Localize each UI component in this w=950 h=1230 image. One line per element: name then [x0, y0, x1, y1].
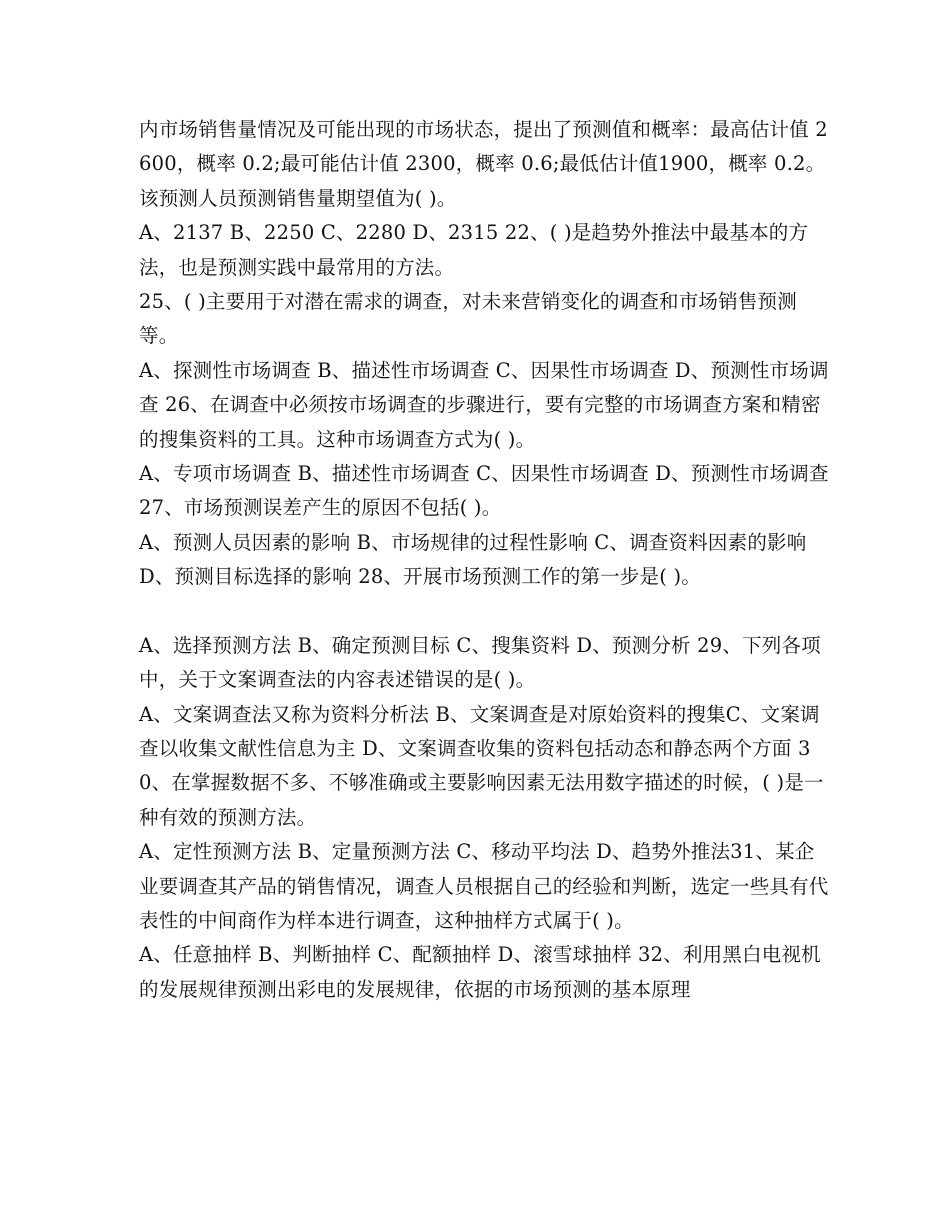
- document-body: [139, 113, 836, 1007]
- paragraph-7: A、选择预测方法 B、确定预测目标 C、搜集资料 D、预测分析 29、下列各项中，关于文案调查法的内容表述错误的是( )。: [139, 633, 821, 692]
- paragraph-9: A、定性预测方法 B、定量预测方法 C、移动平均法 D、趋势外推法31、某企业要调查其产品的销售情况，调查人员根据自己的经验和判断，选定一些具有代表性的中间商作为样本进行调查，这种抽样方式属于( )。: [139, 840, 829, 932]
- paragraph-4: A、探测性市场调查 B、描述性市场调查 C、因果性市场调查 D、预测性市场调查 26、在调查中必须按市场调查的步骤进行，要有完整的市场调查方案和精密的搜集资料的工具。这种市场调查方式为( )。: [139, 358, 829, 451]
- paragraph-spacer: [139, 595, 829, 629]
- paragraph-1: 内市场销售量情况及可能出现的市场状态，提出了预测值和概率：最高估计值 2600，概率 0.2;最可能估计值 2300，概率 0.6;最低估计值1900，概率 0.2。该预测人员预测销售量期望值为( )。: [139, 118, 828, 210]
- paragraph-10: A、任意抽样 B、判断抽样 C、配额抽样 D、滚雪球抽样 32、利用黑白电视机的发展规律预测出彩电的发展规律，依据的市场预测的基本原理: [139, 943, 821, 1001]
- paragraph-5: A、专项市场调查 B、描述性市场调查 C、因果性市场调查 D、预测性市场调查 27、市场预测误差产生的原因不包括( )。: [139, 462, 836, 520]
- paragraph-8: A、文案调查法又称为资料分析法 B、文案调查是对原始资料的搜集C、文案调查以收集文献性信息为主 D、文案调查收集的资料包括动态和静态两个方面 30、在掌握数据不多、不够准确或主要影响因素无法用数字描述的时候，( )是一种有效的预测方法。: [139, 702, 824, 829]
- paragraph-2: A、2137 B、2250 C、2280 D、2315 22、( )是趋势外推法中最基本的方法，也是预测实践中最常用的方法。: [139, 221, 809, 279]
- paragraph-6: A、预测人员因素的影响 B、市场规律的过程性影响 C、调查资料因素的影响 D、预测目标选择的影响 28、开展市场预测工作的第一步是( )。: [139, 530, 813, 589]
- paragraph-3: 25、( )主要用于对潜在需求的调查，对未来营销变化的调查和市场销售预测等。: [139, 290, 797, 348]
